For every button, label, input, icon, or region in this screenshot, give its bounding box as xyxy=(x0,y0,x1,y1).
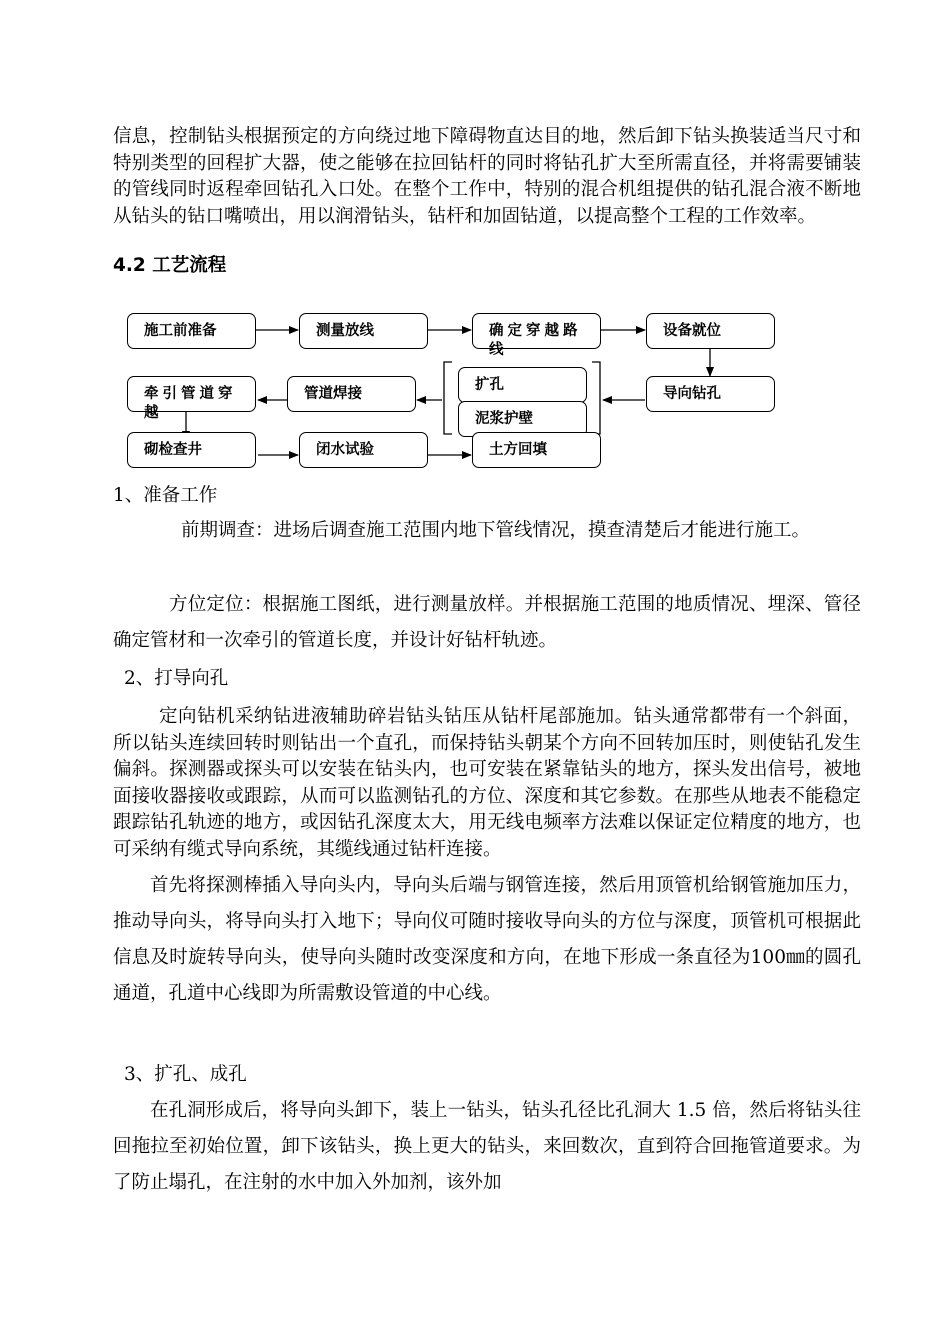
step2-title: 2、打导向孔 xyxy=(124,668,229,689)
flow-box-mud-wall: 泥浆护壁 xyxy=(458,401,587,437)
flow-box-equipment: 设备就位 xyxy=(646,313,775,349)
section-4-2-title: 4.2 工艺流程 xyxy=(113,255,227,276)
bracket-left xyxy=(444,362,452,434)
step3-para1: 在孔洞形成后，将导向头卸下，装上一钻头，钻头孔径比孔洞大 1.5 倍，然后将钻头往回拖拉至初始位置，卸下该钻头，换上更大的钻头，来回数次，直到符合回拖管道要求。为了防止塌孔，在注射的水中加入外加剂，该外加 xyxy=(113,1100,861,1193)
flow-box-backfill: 土方回填 xyxy=(472,432,601,468)
step2-para2: 首先将探测棒插入导向头内，导向头后端与钢管连接，然后用顶管机给钢管施加压力，推动导向头，将导向头打入地下；导向仪可随时接收导向头的方位与深度，顶管机可根据此信息及时旋转导向头，使导向头随时改变深度和方向，在地下形成一条直径为100㎜的圆孔通道，孔道中心线即为所需敷设管道的中心线。 xyxy=(113,875,861,1004)
intro-paragraph: 信息，控制钻头根据预定的方向绕过地下障碍物直达目的地，然后卸下钻头换装适当尺寸和特别类型的回程扩大器，使之能够在拉回钻杆的同时将钻孔扩大至所需直径，并将需要铺装的管线同时返程牵回钻孔入口处。在整个工作中，特别的混合机组提供的钻孔混合液不断地从钻头的钻口嘴喷出，用以润滑钻头，钻杆和加固钻道，以提高整个工程的工作效率。 xyxy=(113,126,861,227)
bracket-right xyxy=(592,362,600,434)
process-flowchart xyxy=(0,0,950,480)
flow-box-survey: 测量放线 xyxy=(299,313,428,349)
flow-box-reaming: 扩孔 xyxy=(458,367,587,403)
step3-title: 3、扩孔、成孔 xyxy=(124,1064,247,1085)
flow-box-manhole: 砌检查井 xyxy=(127,432,256,468)
step1-para1: 前期调查：进场后调查施工范围内地下管线情况，摸查清楚后才能进行施工。 xyxy=(181,520,811,541)
step1-para2: 方位定位：根据施工图纸，进行测量放样。并根据施工范围的地质情况、埋深、管径确定管材和一次牵引的管道长度，并设计好钻杆轨迹。 xyxy=(113,594,861,651)
flow-box-water-test: 闭水试验 xyxy=(299,432,428,468)
flow-box-pull-pipe: 牵引管道穿越 xyxy=(127,376,256,412)
flow-box-guide-drill: 导向钻孔 xyxy=(646,376,775,412)
flow-box-route: 确定穿越路线 xyxy=(472,313,601,349)
step1-title: 1、准备工作 xyxy=(113,485,218,506)
flow-box-preparation: 施工前准备 xyxy=(127,313,256,349)
step2-para1: 定向钻机采纳钻进液辅助碎岩钻头钻压从钻杆尾部施加。钻头通常都带有一个斜面，所以钻头连续回转时则钻出一个直孔，而保持钻头朝某个方向不回转加压时，则使钻孔发生偏斜。探测器或探头可以安装在钻头内，也可安装在紧靠钻头的地方，探头发出信号，被地面接收器接收或跟踪，从而可以监测钻孔的方位、深度和其它参数。在那些从地表不能稳定跟踪钻孔轨迹的地方，或因钻孔深度太大，用无线电频率方法难以保证定位精度的地方，也可采纳有缆式导向系统，其缆线通过钻杆连接。 xyxy=(113,706,861,860)
flow-box-welding: 管道焊接 xyxy=(287,376,416,412)
